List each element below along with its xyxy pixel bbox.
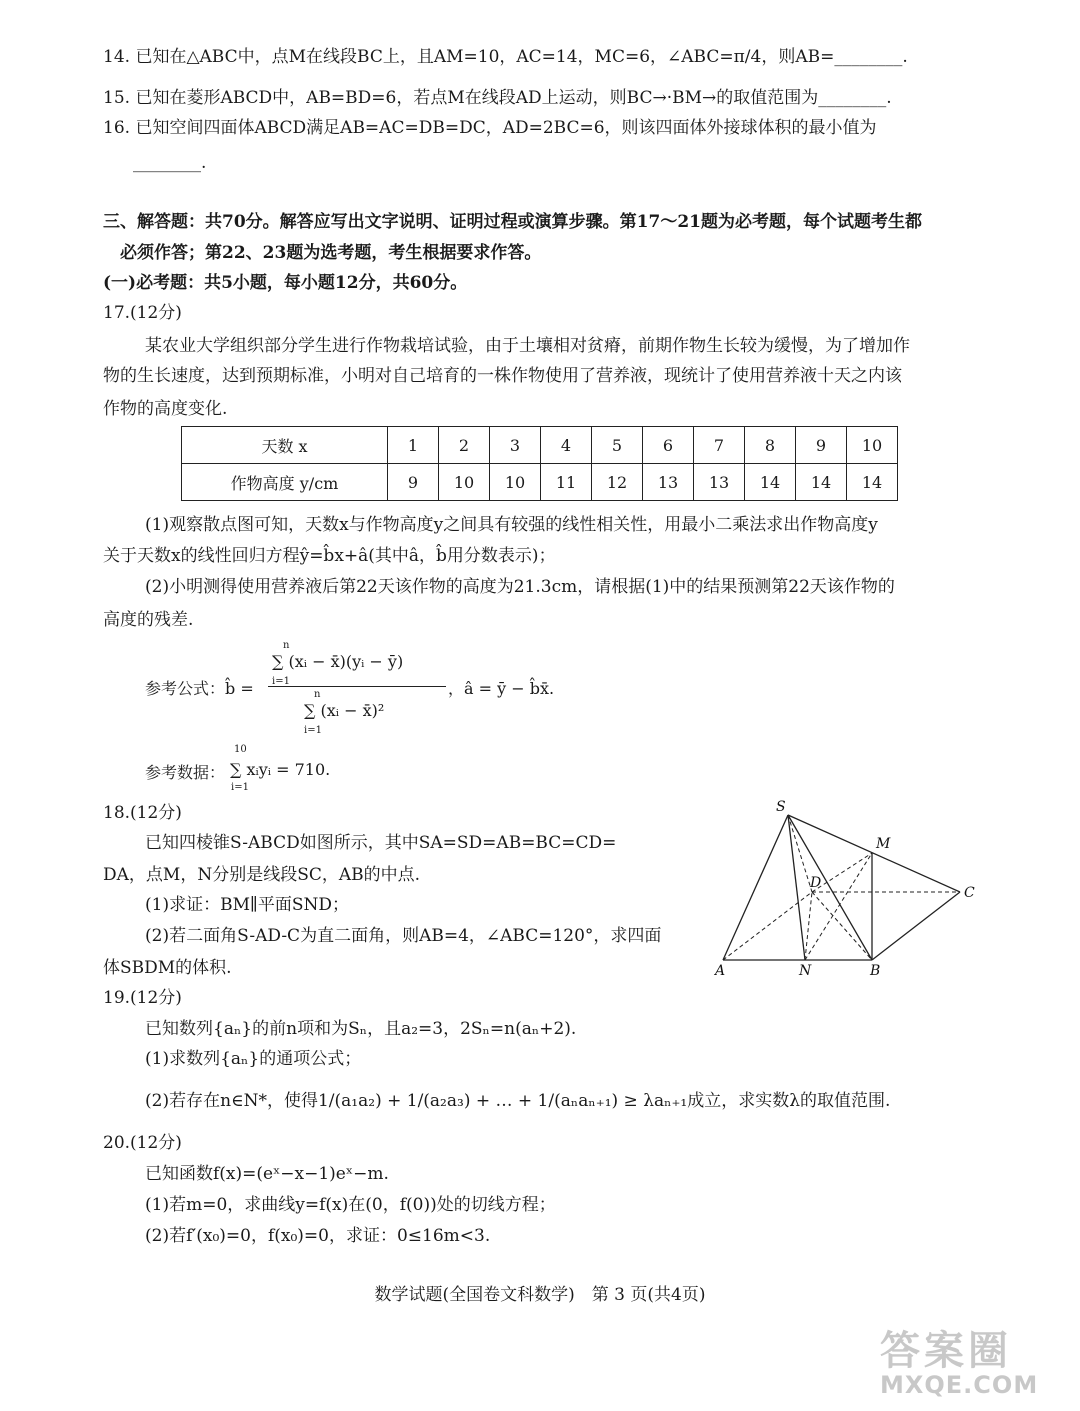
table-cell: 7 (694, 427, 745, 464)
question-17-part1-b: 关于天数x的线性回归方程ŷ=b̂x+â(其中â，b̂用分数表示)； (103, 546, 556, 566)
table-cell: 13 (694, 464, 745, 501)
label-M: M (876, 836, 891, 852)
table-cell: 4 (541, 427, 592, 464)
table-cell: 12 (592, 464, 643, 501)
formula-den-sum-top: n (314, 689, 321, 700)
section3-heading: 三、解答题：共70分。解答应写出文字说明、证明过程或演算步骤。第17～21题为必考题，每个试题考生都 (103, 212, 922, 232)
reference-data-label: 参考数据： (145, 763, 226, 782)
question-20-part2: (2)若f′(x₀)=0，f(x₀)=0，求证：0≤16m<3. (145, 1226, 491, 1246)
table-header-height: 作物高度 y/cm (182, 464, 388, 501)
question-19-number: 19.(12分) (103, 988, 182, 1008)
label-D: D (810, 875, 822, 891)
question-17-number: 17.(12分) (103, 303, 182, 323)
label-S: S (776, 799, 786, 815)
edge-SN (788, 815, 805, 960)
table-cell: 2 (439, 427, 490, 464)
label-N: N (799, 963, 812, 979)
question-20-number: 20.(12分) (103, 1133, 182, 1153)
table-cell: 10 (490, 464, 541, 501)
question-18-part2-a: (2)若二面角S-AD-C为直二面角，则AB=4，∠ABC=120°，求四面 (145, 926, 662, 946)
table-cell: 9 (796, 427, 847, 464)
question-19-text: 已知数列{aₙ}的前n项和为Sₙ，且a₂=3，2Sₙ=n(aₙ+2). (145, 1019, 577, 1039)
table-cell: 6 (643, 427, 694, 464)
formula-num-sum-bottom: i=1 (272, 676, 290, 687)
table-cell: 14 (847, 464, 898, 501)
table-cell: 9 (388, 464, 439, 501)
formula-den-sum-bottom: i=1 (304, 725, 322, 736)
table-row-days (182, 427, 898, 464)
question-15: 15. 已知在菱形ABCD中，AB=BD=6，若点M在线段AD上运动，则BC→·BM→的取值范围为________. (103, 88, 892, 108)
page-footer: 数学试题(全国卷文科数学) 第 3 页(共4页) (374, 1285, 706, 1305)
edge-SB (788, 815, 872, 960)
reference-data-expr: ∑ xᵢyᵢ = 710. (230, 760, 331, 779)
watermark-logo (880, 1330, 1070, 1405)
table-cell: 10 (439, 464, 490, 501)
edge-BC (872, 892, 960, 960)
watermark-bottom: MXQE.COM (880, 1371, 1039, 1399)
data-sum-top: 10 (234, 744, 247, 755)
segment-NM (805, 853, 872, 960)
question-19-part1: (1)求数列{aₙ}的通项公式； (145, 1049, 362, 1069)
question-17-part1-a: (1)观察散点图可知，天数x与作物高度y之间具有较强的线性相关性，用最小二乘法求出作物高度y (145, 515, 878, 535)
label-A: A (715, 963, 726, 979)
question-17-part2-b: 高度的残差. (103, 610, 194, 630)
question-18-part1: (1)求证：BM∥平面SND； (145, 895, 349, 915)
formula-label: 参考公式：b̂ = (145, 679, 254, 698)
edge-SD (788, 815, 812, 892)
table-cell: 1 (388, 427, 439, 464)
section3-heading-cont: 必须作答；第22、23题为选考题，考生根据要求作答。 (120, 243, 542, 263)
watermark-top: 答案圈 (880, 1328, 1012, 1374)
data-sum-bottom: i=1 (231, 782, 249, 793)
question-17-text-1: 某农业大学组织部分学生进行作物栽培试验，由于土壤相对贫瘠，前期作物生长较为缓慢，为了增加作 (145, 336, 910, 356)
question-17-part2-a: (2)小明测得使用营养液后第22天该作物的高度为21.3cm，请根据(1)中的结果预测第22天该作物的 (145, 577, 895, 597)
table-row-height (182, 464, 898, 501)
fraction-bar (268, 686, 446, 687)
question-17-text-3: 作物的高度变化. (103, 399, 228, 419)
question-18-text-1: 已知四棱锥S-ABCD如图所示，其中SA=SD=AB=BC=CD= (145, 833, 617, 853)
table-header-days: 天数 x (182, 427, 388, 464)
question-18-number: 18.(12分) (103, 803, 182, 823)
formula-tail: ，â = ȳ − b̂x̄. (448, 679, 555, 698)
question-19-part2: (2)若存在n∈N*，使得1/(a₁a₂) + 1/(a₂a₃) + … + 1/(aₙaₙ₊₁) ≥ λaₙ₊₁成立，求实数λ的取值范围. (145, 1091, 891, 1111)
question-14: 14. 已知在△ABC中，点M在线段BC上，且AM=10，AC=14，MC=6，∠ABC=π/4，则AB=________. (103, 47, 908, 67)
segment-DB (812, 892, 872, 960)
formula-numerator: ∑ (xᵢ − x̄)(yᵢ − ȳ) (272, 652, 404, 671)
table-cell: 14 (745, 464, 796, 501)
growth-data-table (181, 426, 898, 501)
formula-num-sum-top: n (283, 640, 290, 651)
table-cell: 8 (745, 427, 796, 464)
edge-SA (723, 815, 788, 960)
table-cell: 13 (643, 464, 694, 501)
table-cell: 10 (847, 427, 898, 464)
formula-denominator: ∑ (xᵢ − x̄)² (304, 701, 385, 720)
table-cell: 3 (490, 427, 541, 464)
question-20-text: 已知函数f(x)=(eˣ−x−1)eˣ−m. (145, 1164, 389, 1184)
table-cell: 5 (592, 427, 643, 464)
section3-subheading: (一)必考题：共5小题，每小题12分，共60分。 (103, 273, 468, 293)
question-18-part2-b: 体SBDM的体积. (103, 958, 232, 978)
question-16-line1: 16. 已知空间四面体ABCD满足AB=AC=DB=DC，AD=2BC=6，则该四面体外接球体积的最小值为 (103, 118, 877, 138)
pyramid-figure (700, 795, 990, 980)
question-18-text-2: DA，点M，N分别是线段SC，AB的中点. (103, 865, 421, 885)
table-cell: 14 (796, 464, 847, 501)
label-B: B (870, 963, 881, 979)
table-cell: 11 (541, 464, 592, 501)
label-C: C (964, 885, 975, 901)
question-20-part1: (1)若m=0，求曲线y=f(x)在(0，f(0))处的切线方程； (145, 1195, 556, 1215)
question-16-line2: ________. (133, 153, 207, 173)
segment-ND (805, 892, 812, 960)
question-17-text-2: 物的生长速度，达到预期标准，小明对自己培育的一株作物使用了营养液，现统计了使用营养液十天之内该 (103, 366, 902, 386)
